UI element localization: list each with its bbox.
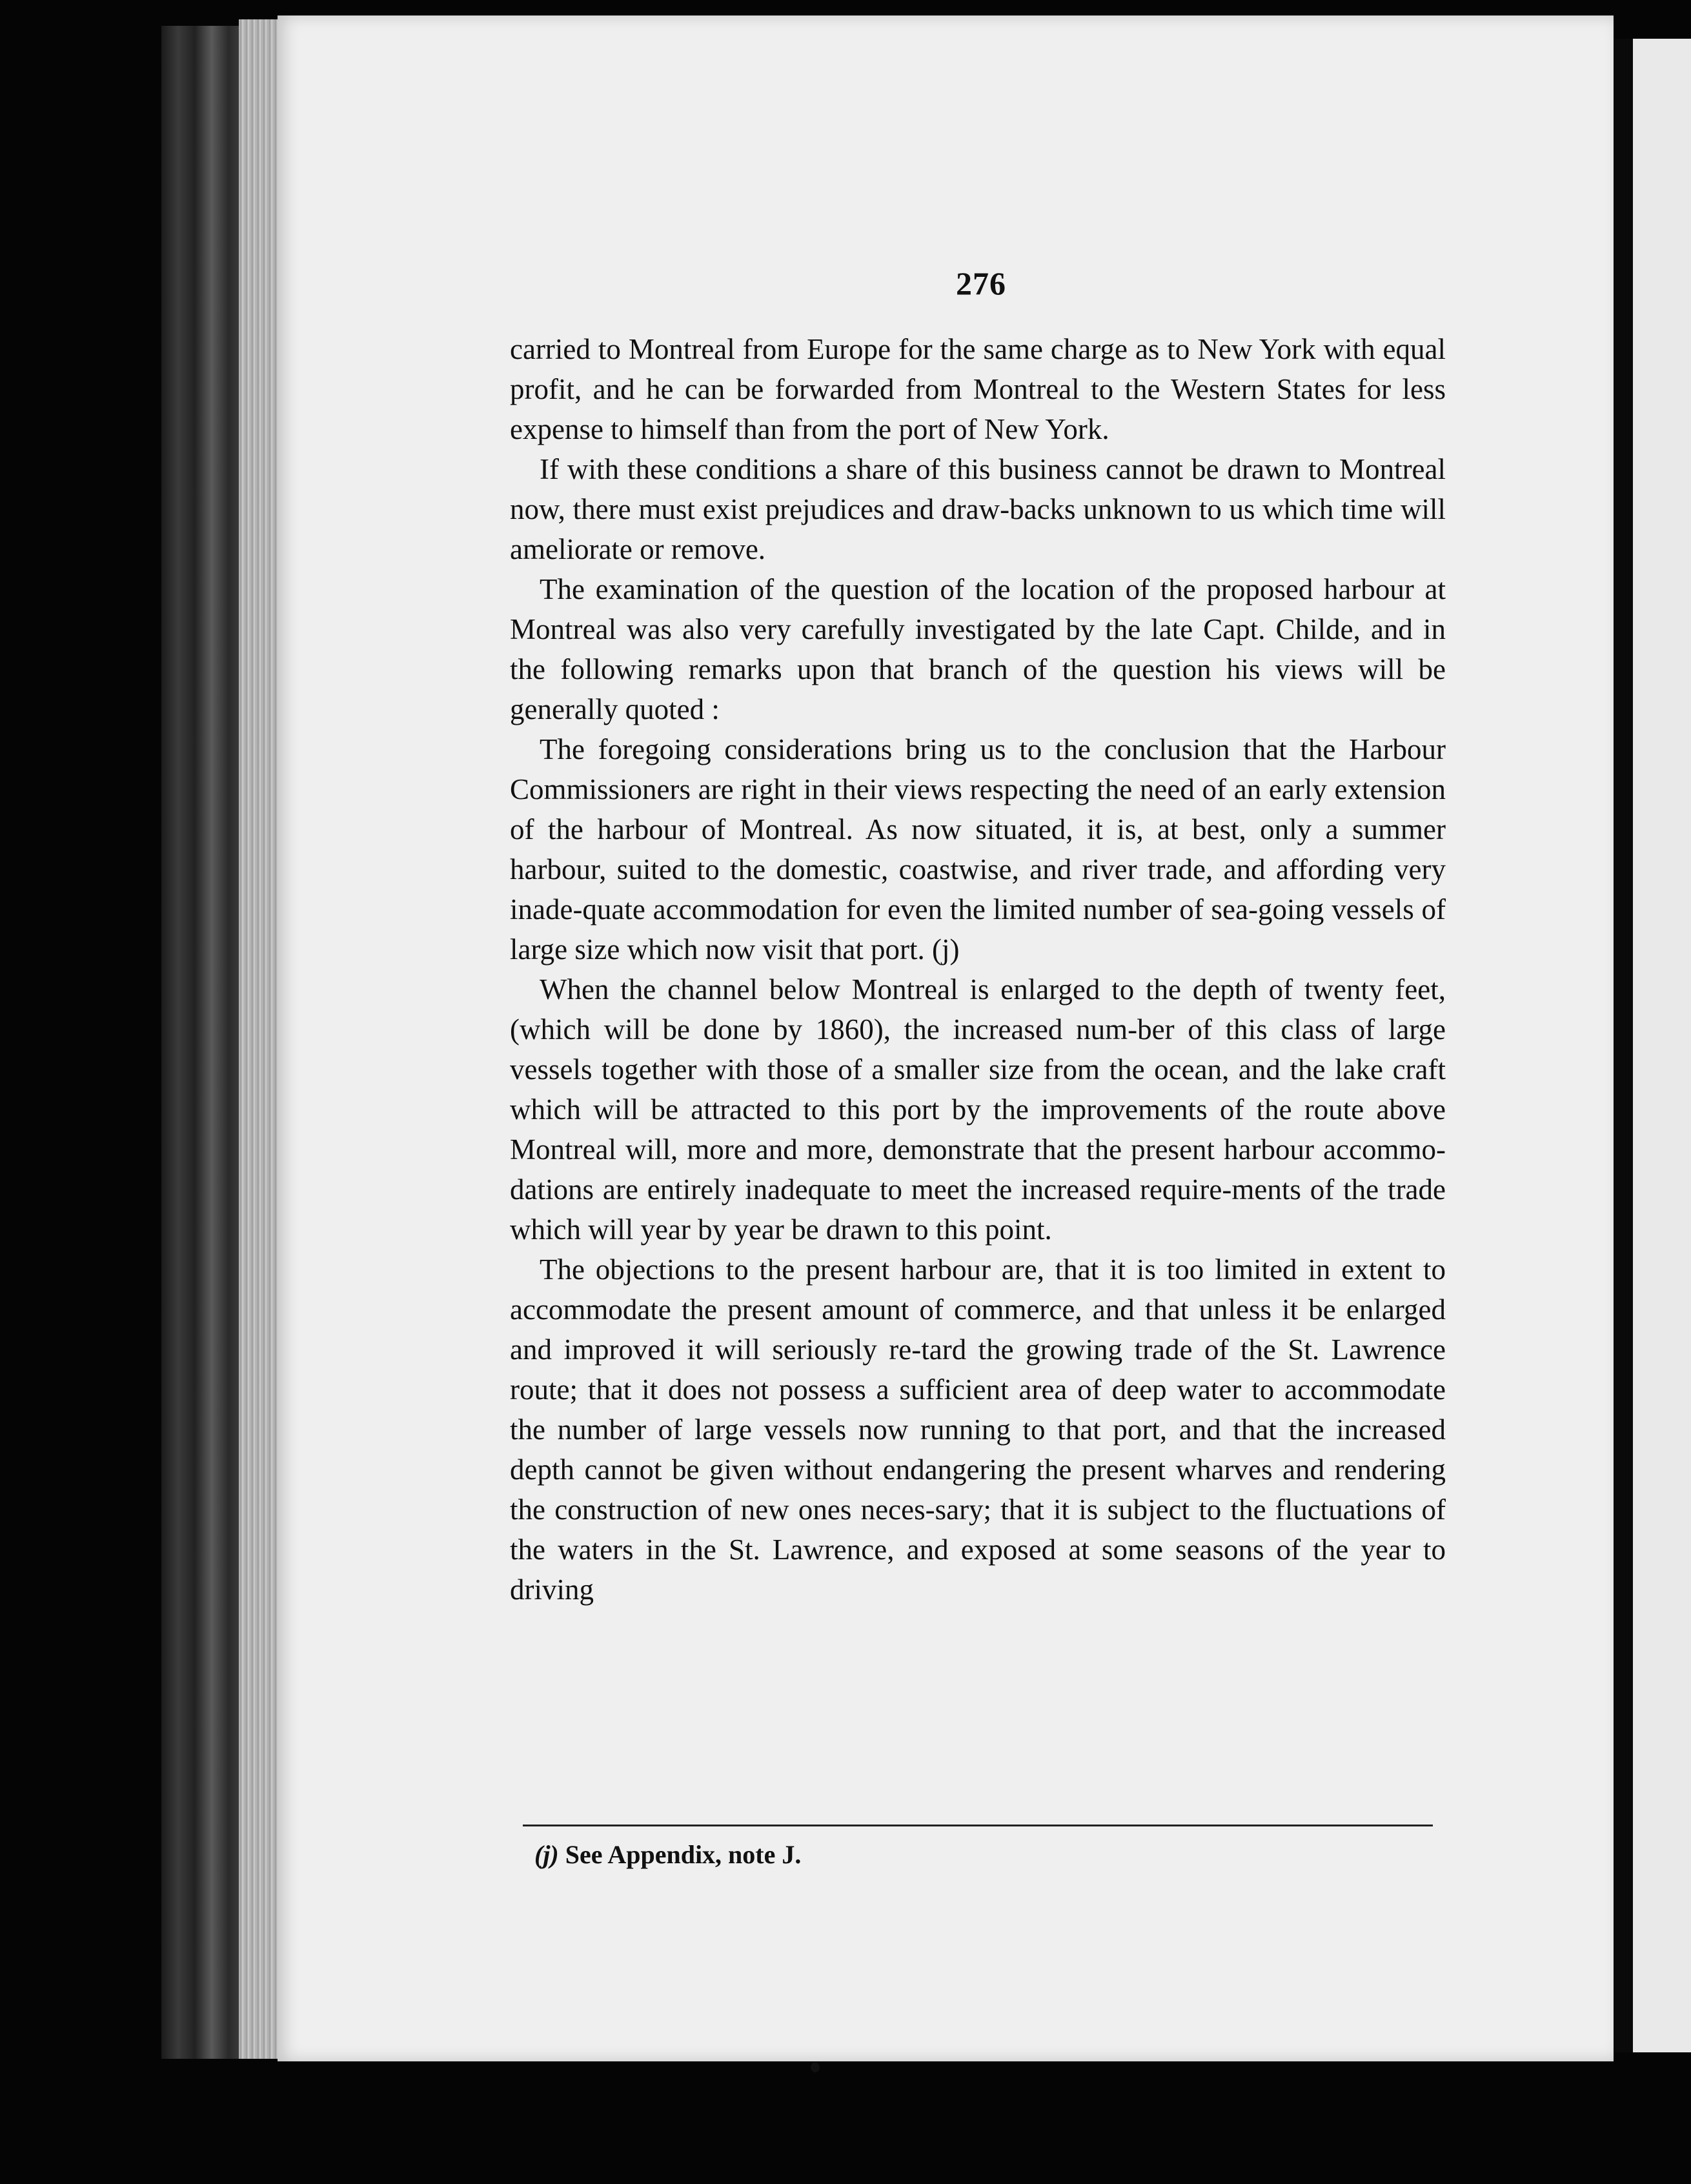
paragraph: The examination of the question of the location of the proposed harbour at Montreal was also very carefully investigated by the late Capt. Childe, and in the following remarks upon that branch of the question his views will be generally quoted : — [510, 573, 1446, 725]
footnote-rule — [523, 1825, 1433, 1826]
paragraph: When the channel below Montreal is enlarged to the depth of twenty feet, (which will be done by 1860), the increased num-ber of this class of large vessels together with those of a smaller size from the ocean, and the lake craft which will be attracted to this port by the improvements of the route above Montreal will, more and more, demonstrate that the present harbour accommo-dations are entirely inadequate to meet the increased require-ments of the trade which will year by year be drawn to this point. — [510, 973, 1446, 1246]
footnote-text: See Appendix, note J. — [565, 1840, 802, 1869]
paragraph: If with these conditions a share of this business cannot be drawn to Montreal now, there must exist prejudices and draw-backs unknown to us which time will ameliorate or remove. — [510, 453, 1446, 565]
footnote — [534, 1839, 801, 1870]
page-number: 276 — [956, 265, 1006, 301]
facing-page-edge — [1633, 39, 1691, 2052]
paragraph: carried to Montreal from Europe for the same charge as to New York with equal profit, and he can be forwarded from Montreal to the Western States for less expense to himself than from the port of New York. — [510, 333, 1446, 445]
paragraph: The foregoing considerations bring us to the conclusion that the Harbour Commissioners are right in their views respecting the need of an early extension of the harbour of Montreal. As now situated, it is, at best, only a summer harbour, suited to the domestic, coastwise, and river trade, and affording very inade-quate accommodation for even the limited number of sea-going vessels of large size which now visit that port. (j) — [510, 733, 1446, 966]
body-text — [510, 329, 1446, 1610]
footnote-mark: (j) — [534, 1840, 559, 1869]
book-binding — [161, 26, 245, 2059]
paragraph: The objections to the present harbour are, that it is too limited in extent to accommodate the present amount of commerce, and that unless it be enlarged and improved it will seriously re-tard the growing trade of the St. Lawrence route; that it does not possess a sufficient area of deep water to accommodate the number of large vessels now running to that port, and that the increased depth cannot be given without endangering the present wharves and rendering the construction of new ones neces-sary; that it is subject to the fluctuations of the waters in the St. Lawrence, and exposed at some seasons of the year to driving — [510, 1253, 1446, 1606]
speck — [811, 2062, 820, 2072]
page-gutter — [1614, 39, 1633, 2052]
